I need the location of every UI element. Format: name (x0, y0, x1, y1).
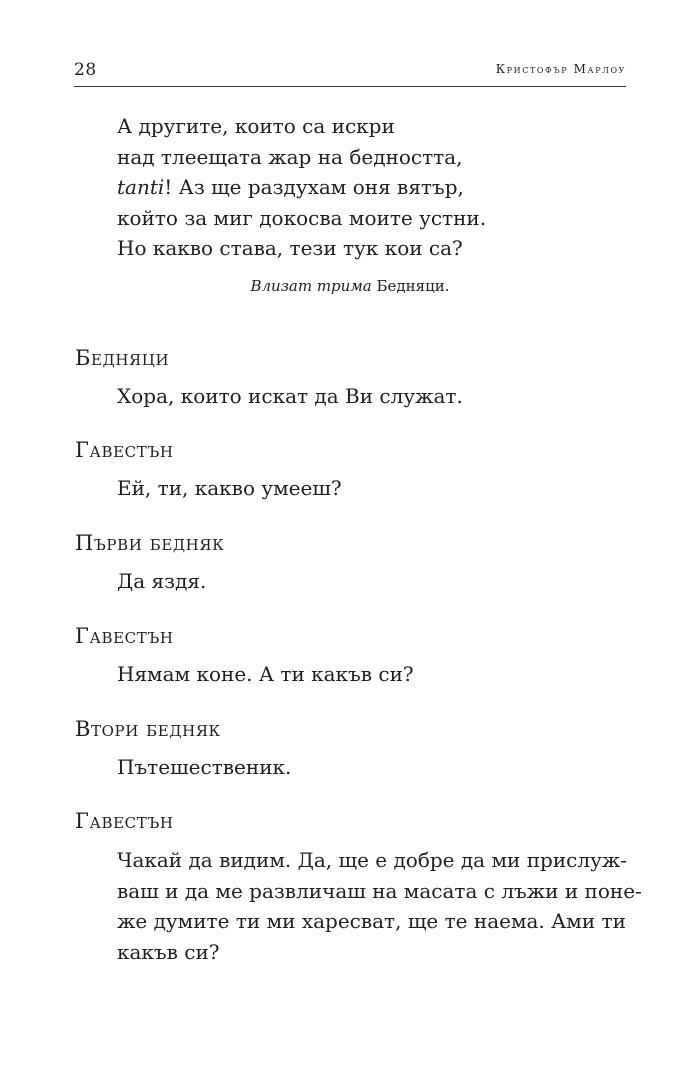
speech-line: Ей, ти, какво умееш? (117, 476, 342, 500)
verse-line: над тлеещата жар на бедността, (117, 144, 463, 169)
speech (117, 566, 627, 597)
speech-line: Нямам коне. А ти какъв си? (117, 662, 414, 686)
verse-line: който за миг докосва моите устни. (117, 205, 487, 230)
speech (117, 659, 627, 690)
verse-block (117, 111, 486, 264)
verse-foreign-word: tanti (117, 175, 165, 199)
stage-direction (0, 277, 700, 295)
speaker-name: Гавестън (75, 438, 174, 462)
running-head-author: Кристофър Марлоу (495, 62, 626, 76)
verse-line-rest: ! Аз ще раздухам оня вятър, (164, 175, 464, 199)
speech-line: Хора, които искат да Ви служат. (117, 384, 463, 408)
speech-line: Да яздя. (117, 569, 207, 593)
speaker-name: Първи бедняк (75, 531, 225, 555)
speech-line: Чакай да видим. Да, ще е добре да ми прислуж- (117, 848, 627, 872)
stage-direction-roman: Бедняци. (376, 277, 450, 295)
speaker-name: Гавестън (75, 624, 174, 648)
speech-line: какъв си? (117, 939, 220, 964)
running-header (74, 58, 626, 87)
speaker-name: Втори бедняк (75, 717, 221, 741)
speech (117, 752, 627, 783)
speech (117, 473, 627, 504)
verse-line: А другите, които са искри (117, 114, 395, 138)
speech (117, 381, 627, 412)
speech-line: же думите ти ми харесват, ще те наема. Ами ти (117, 909, 626, 933)
speech-line: Пътешественик. (117, 755, 292, 779)
stage-direction-italic: Влизат трима (250, 277, 372, 295)
verse-line: Но какво става, тези тук кои са? (117, 236, 463, 260)
speaker-name: Бедняци (75, 346, 170, 370)
speech (117, 845, 642, 967)
speech-line: ваш и да ме развличаш на масата с лъжи и поне- (117, 878, 642, 903)
page-number: 28 (74, 60, 97, 80)
speaker-name: Гавестън (75, 809, 174, 833)
verse-line (117, 172, 486, 203)
